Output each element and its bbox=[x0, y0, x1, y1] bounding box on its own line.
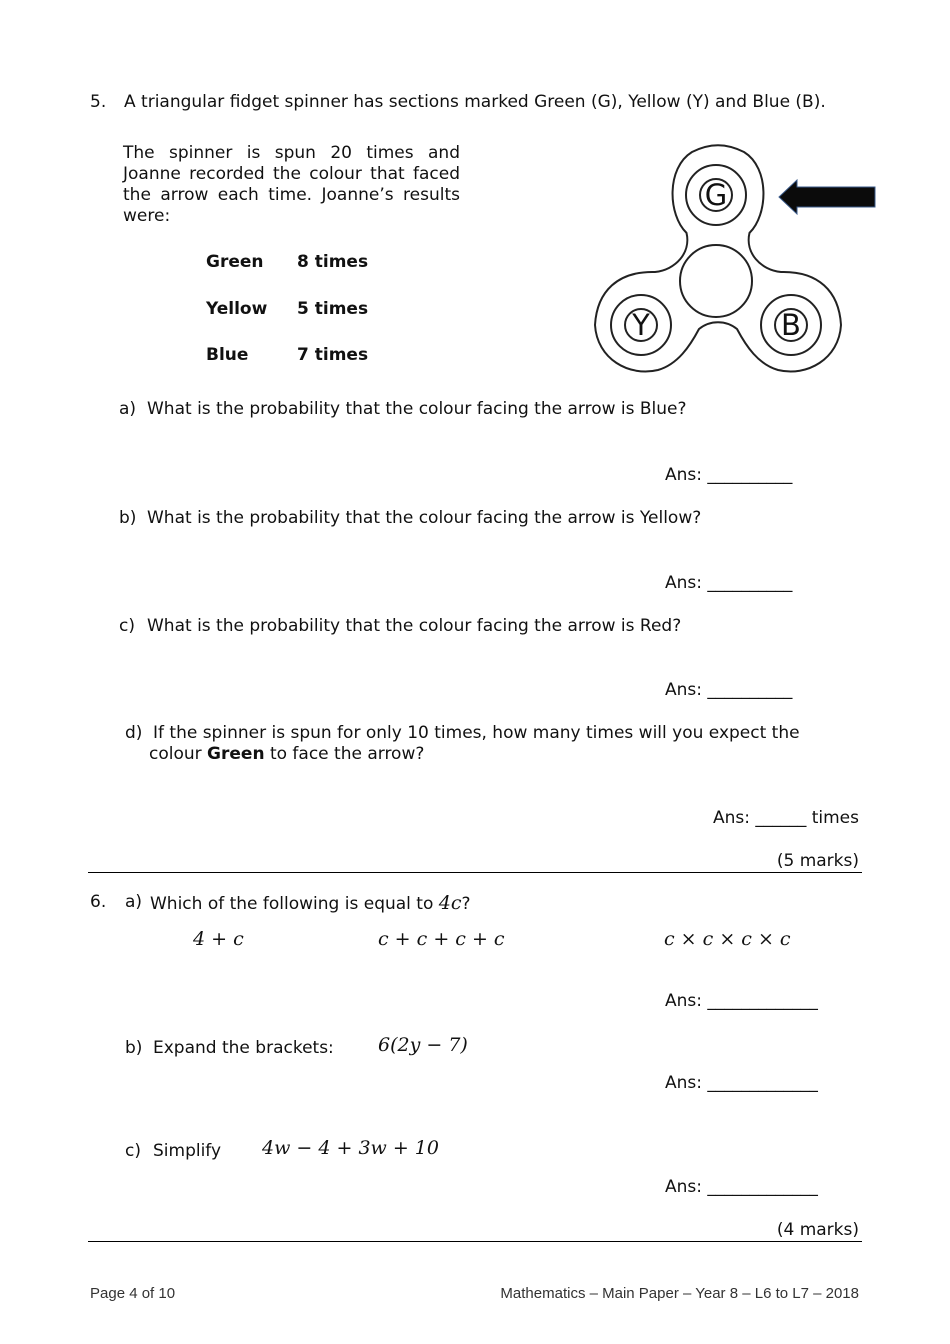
q5-intro: The spinner is spun 20 times and Joanne recorded the colour that faced the arrow each time. Joanne’s results were: bbox=[123, 143, 460, 226]
q5d-line2 bbox=[149, 744, 424, 764]
q6a-option-2: c + c + c + c bbox=[378, 928, 505, 950]
q5-divider bbox=[88, 872, 862, 873]
q6b-text: Expand the brackets: bbox=[153, 1038, 334, 1058]
q6a-question bbox=[150, 892, 471, 914]
q6-marks: (4 marks) bbox=[776, 1220, 859, 1240]
q5d-answer-line[interactable]: Ans: ______ times bbox=[712, 808, 859, 828]
q5d-line2-pre: colour bbox=[149, 744, 208, 764]
result-yellow-count: 5 times bbox=[297, 299, 369, 319]
result-green-label: Green bbox=[206, 252, 264, 272]
q5a-text: What is the probability that the colour facing the arrow is Blue? bbox=[147, 399, 687, 419]
q6a-text: Which of the following is equal to bbox=[150, 894, 439, 914]
q6a-option-3: c × c × c × c bbox=[664, 928, 791, 950]
q5b-label: b) bbox=[119, 508, 137, 528]
q6-number: 6. bbox=[90, 892, 107, 912]
spinner-label-g: G bbox=[704, 178, 728, 212]
q6a-option-1: 4 + c bbox=[193, 928, 244, 950]
footer-title: Mathematics – Main Paper – Year 8 – L6 to L7 – 2018 bbox=[500, 1285, 859, 1302]
result-green-count: 8 times bbox=[297, 252, 369, 272]
spinner-label-y: Y bbox=[632, 308, 650, 342]
q5b-text: What is the probability that the colour facing the arrow is Yellow? bbox=[147, 508, 702, 528]
q5a-label: a) bbox=[119, 399, 137, 419]
q6a-math: 4c bbox=[438, 892, 462, 914]
q6a-qmark: ? bbox=[461, 894, 471, 914]
q6c-answer-line[interactable]: Ans: _____________ bbox=[665, 1177, 818, 1197]
q5a-answer-line[interactable]: Ans: __________ bbox=[665, 465, 793, 485]
q5c-answer-line[interactable]: Ans: __________ bbox=[665, 680, 793, 700]
q6b-label: b) bbox=[125, 1038, 143, 1058]
q6b-expression: 6(2y − 7) bbox=[378, 1034, 468, 1056]
q6a-label: a) bbox=[125, 892, 143, 912]
result-blue-label: Blue bbox=[206, 345, 249, 365]
q5c-text: What is the probability that the colour facing the arrow is Red? bbox=[147, 616, 682, 636]
q5-marks: (5 marks) bbox=[776, 851, 859, 871]
q6b-answer-line[interactable]: Ans: _____________ bbox=[665, 1073, 818, 1093]
q6c-text: Simplify bbox=[153, 1141, 222, 1161]
q5c-label: c) bbox=[119, 616, 135, 636]
q6c-label: c) bbox=[125, 1141, 141, 1161]
spinner-label-b: B bbox=[781, 308, 801, 342]
footer-page-number: Page 4 of 10 bbox=[90, 1285, 176, 1302]
q5-number: 5. bbox=[90, 92, 107, 112]
q6-divider bbox=[88, 1241, 862, 1242]
q5d-label: d) bbox=[125, 723, 143, 743]
q6c-expression: 4w − 4 + 3w + 10 bbox=[262, 1137, 439, 1159]
q6a-answer-line[interactable]: Ans: _____________ bbox=[665, 991, 818, 1011]
arrow-pointer-icon bbox=[779, 180, 875, 214]
q5d-line2-post: to face the arrow? bbox=[264, 744, 425, 764]
q5b-answer-line[interactable]: Ans: __________ bbox=[665, 573, 793, 593]
q5d-line1: If the spinner is spun for only 10 times, how many times will you expect the bbox=[153, 723, 800, 743]
q5-stem: A triangular fidget spinner has sections marked Green (G), Yellow (Y) and Blue (B). bbox=[124, 92, 826, 112]
result-blue-count: 7 times bbox=[297, 345, 369, 365]
q5d-line2-bold: Green bbox=[207, 744, 265, 764]
result-yellow-label: Yellow bbox=[206, 299, 268, 319]
